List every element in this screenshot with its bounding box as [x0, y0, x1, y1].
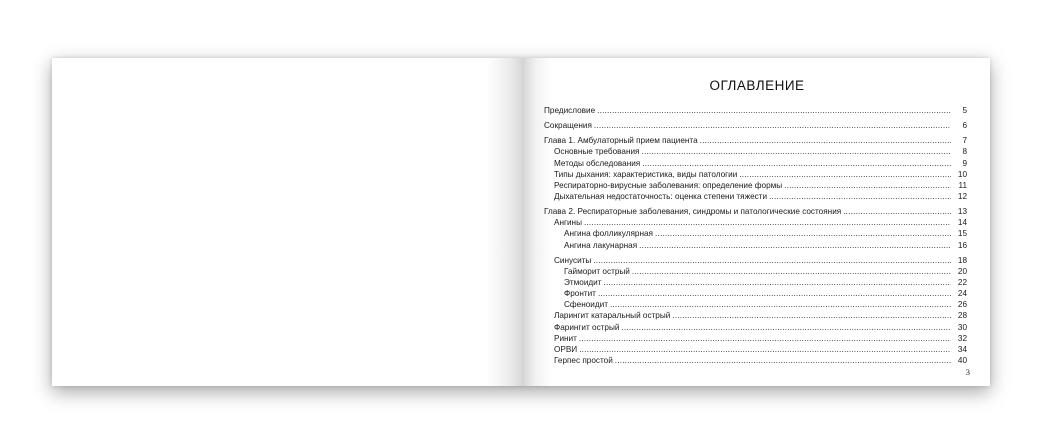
toc-entry-label: Методы обследования — [554, 158, 641, 168]
toc-entry — [544, 169, 967, 180]
toc-leader-dots — [610, 299, 951, 310]
toc-entry — [544, 310, 967, 321]
toc-entry-label: Глава 1. Амбулаторный прием пациента — [544, 136, 698, 146]
toc-entry-label: Ангина лакунарная — [564, 240, 638, 250]
toc-entry-page: 40 — [957, 355, 967, 365]
toc-entry-page: 15 — [957, 229, 967, 239]
toc-entry-page: 6 — [962, 121, 967, 131]
toc-entry-page: 18 — [957, 255, 967, 265]
toc-leader-dots — [642, 158, 951, 169]
toc-entry-label: Предисловие — [544, 106, 596, 115]
toc-entry — [544, 135, 967, 146]
toc-entry — [544, 277, 967, 288]
toc-leader-dots — [621, 322, 951, 333]
toc-leader-dots — [672, 310, 951, 321]
toc-entry-page: 28 — [957, 311, 967, 321]
toc-entry — [544, 146, 967, 157]
page-title: ОГЛАВЛЕНИЕ — [709, 78, 805, 93]
toc-entry — [544, 255, 967, 266]
toc-leader-dots — [598, 288, 951, 299]
toc-entry-page: 8 — [962, 147, 967, 157]
toc-entry-label: Ринит — [554, 333, 577, 343]
toc-entry-page: 22 — [957, 277, 967, 287]
toc-leader-dots — [641, 146, 951, 157]
toc-leader-dots — [615, 355, 951, 366]
toc-entry — [544, 322, 967, 333]
toc-entry-label: Сфеноидит — [564, 300, 608, 310]
page-number: 3 — [965, 367, 970, 377]
toc-leader-dots — [769, 191, 951, 202]
toc-entry — [544, 120, 967, 131]
toc-entry-page: 13 — [957, 207, 967, 217]
toc-entry-page: 11 — [958, 180, 967, 190]
toc-entry — [544, 355, 967, 366]
toc-entry — [544, 180, 967, 191]
toc-entry — [544, 333, 967, 344]
toc-leader-dots — [739, 169, 951, 180]
toc-entry-label: ОРВИ — [554, 344, 578, 354]
toc-leader-dots — [639, 240, 951, 251]
toc-entry-label: Синуситы — [554, 255, 592, 265]
toc-entry — [544, 158, 967, 169]
toc-entry-label: Основные требования — [554, 147, 640, 157]
toc-leader-dots — [579, 333, 951, 344]
toc-entry-page: 5 — [962, 106, 967, 115]
toc-leader-dots — [784, 180, 951, 191]
toc-entry — [544, 206, 967, 217]
toc-leader-dots — [593, 255, 951, 266]
toc-entry-page: 30 — [957, 322, 967, 332]
toc-entry — [544, 217, 967, 228]
toc-entry-label: Гайморит острый — [564, 266, 630, 276]
toc-entry-label: Фарингит острый — [554, 322, 620, 332]
toc-entry-label: Дыхательная недостаточность: оценка степени тяжести — [554, 191, 768, 201]
toc-entry-page: 34 — [957, 344, 967, 354]
toc-entry — [544, 266, 967, 277]
toc-entry-page: 9 — [962, 158, 967, 168]
toc-entry-label: Ангины — [554, 218, 582, 228]
toc-entry — [544, 228, 967, 239]
toc-entry-label: Фронтит — [564, 289, 596, 299]
toc-leader-dots — [579, 344, 951, 355]
left-page-blank — [52, 58, 524, 386]
toc-leader-dots — [632, 266, 951, 277]
toc-entry — [544, 299, 967, 310]
toc-entry — [544, 105, 967, 116]
toc-entry-page: 10 — [957, 169, 967, 179]
toc-entry-label: Типы дыхания: характеристика, виды патологии — [554, 169, 738, 179]
toc-entry-page: 20 — [957, 266, 967, 276]
toc-entry-label: Респираторно-вирусные заболевания: определение формы — [554, 180, 783, 190]
toc-entry — [544, 288, 967, 299]
toc-entry-page: 26 — [957, 300, 967, 310]
toc-entry-page: 32 — [957, 333, 967, 343]
right-page — [524, 58, 990, 386]
toc-entry-label: Сокращения — [544, 121, 592, 131]
toc-leader-dots — [655, 228, 951, 239]
toc-entry — [544, 344, 967, 355]
toc-entry-page: 16 — [957, 240, 967, 250]
toc-leader-dots — [604, 277, 952, 288]
toc-entry-label: Глава 2. Респираторные заболевания, синдромы и патологические состояния — [544, 207, 842, 217]
toc-entry — [544, 240, 967, 251]
toc-entry-page: 14 — [957, 218, 967, 228]
toc-entry-page: 12 — [957, 191, 967, 201]
toc-entry — [544, 191, 967, 202]
table-of-contents — [544, 105, 967, 366]
toc-leader-dots — [584, 217, 951, 228]
toc-leader-dots — [843, 206, 951, 217]
toc-entry-label: Ларингит катаральный острый — [554, 311, 671, 321]
book-spread — [52, 58, 990, 386]
toc-leader-dots — [700, 135, 951, 146]
toc-entry-page: 24 — [957, 289, 967, 299]
toc-entry-page: 7 — [962, 136, 967, 146]
toc-leader-dots — [594, 120, 951, 131]
toc-entry-label: Этмоидит — [564, 277, 602, 287]
toc-entry-label: Ангина фолликулярная — [564, 229, 653, 239]
toc-leader-dots — [597, 105, 951, 116]
toc-entry-label: Герпес простой — [554, 355, 613, 365]
